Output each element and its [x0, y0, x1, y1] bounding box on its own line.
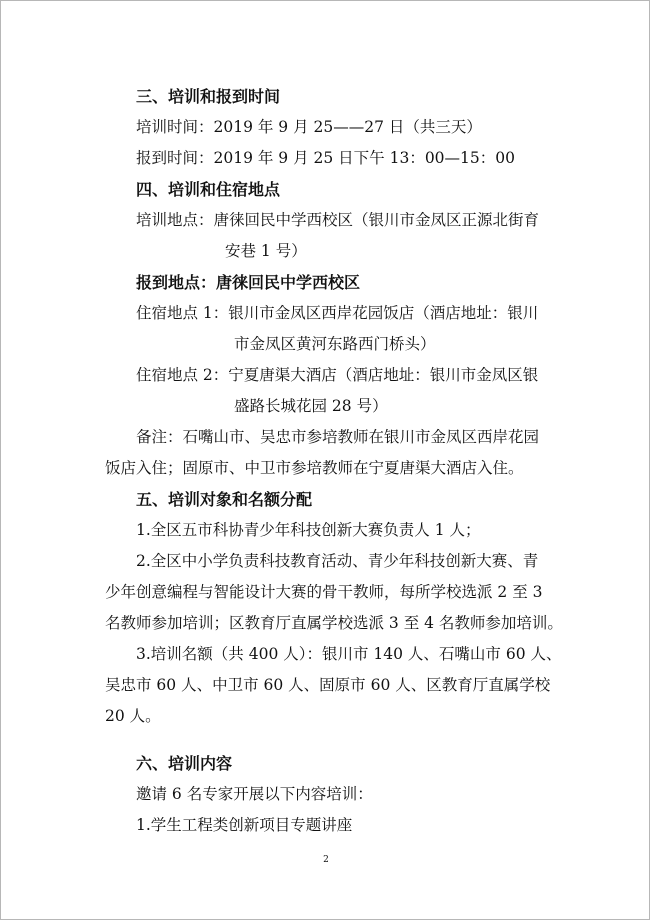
training-place-line-1: 培训地点：唐徕回民中学西校区（银川市金凤区正源北街育: [136, 211, 540, 229]
target-item-3-line-1: 3.培训名额（共 400 人）：银川市 140 人、石嘴山市 60 人、: [136, 645, 562, 663]
training-place-line-2: 安巷 1 号）: [225, 242, 307, 260]
lodging-2-line-2: 盛路长城花园 28 号）: [234, 397, 388, 415]
report-time: 报到时间：2019 年 9 月 25 日下午 13：00—15：00: [136, 149, 515, 167]
training-time: 培训时间：2019 年 9 月 25——27 日（共三天）: [136, 118, 482, 136]
section-heading-6: 六、培训内容: [136, 754, 233, 773]
target-item-3-line-2: 吴忠市 60 人、中卫市 60 人、固原市 60 人、区教育厅直属学校: [105, 676, 551, 694]
target-item-1: 1.全区五市科协青少年科技创新大赛负责人 1 人；: [136, 521, 481, 539]
lodging-2-line-1: 住宿地点 2：宁夏唐渠大酒店（酒店地址：银川市金凤区银: [136, 366, 539, 384]
section-heading-4: 四、培训和住宿地点: [136, 180, 281, 199]
page-number: 2: [323, 855, 329, 865]
lodging-1-line-2: 市金凤区黄河东路西门桥头）: [234, 335, 436, 353]
target-item-2-line-2: 少年创意编程与智能设计大赛的骨干教师，每所学校选派 2 至 3: [105, 583, 543, 601]
target-item-2-line-1: 2.全区中小学负责科技教育活动、青少年科技创新大赛、青: [136, 552, 539, 570]
note-line-2: 饭店入住；固原市、中卫市参培教师在宁夏唐渠大酒店入住。: [105, 459, 524, 477]
report-place: 报到地点：唐徕回民中学西校区: [136, 273, 361, 292]
section-heading-3: 三、培训和报到时间: [136, 87, 281, 106]
note-line-1: 备注：石嘴山市、吴忠市参培教师在银川市金凤区西岸花园: [136, 428, 540, 446]
section-heading-5: 五、培训对象和名额分配: [136, 490, 313, 509]
paragraph-gap: [105, 732, 595, 748]
lodging-1-line-1: 住宿地点 1：银川市金凤区西岸花园饭店（酒店地址：银川: [136, 304, 539, 322]
target-item-3-line-3: 20 人。: [105, 707, 161, 725]
document-body: [105, 81, 595, 841]
content-item-1: 1.学生工程类创新项目专题讲座: [136, 816, 353, 834]
content-intro: 邀请 6 名专家开展以下内容培训：: [136, 785, 373, 803]
target-item-2-line-3: 名教师参加培训；区教育厅直属学校选派 3 至 4 名教师参加培训。: [105, 614, 563, 632]
